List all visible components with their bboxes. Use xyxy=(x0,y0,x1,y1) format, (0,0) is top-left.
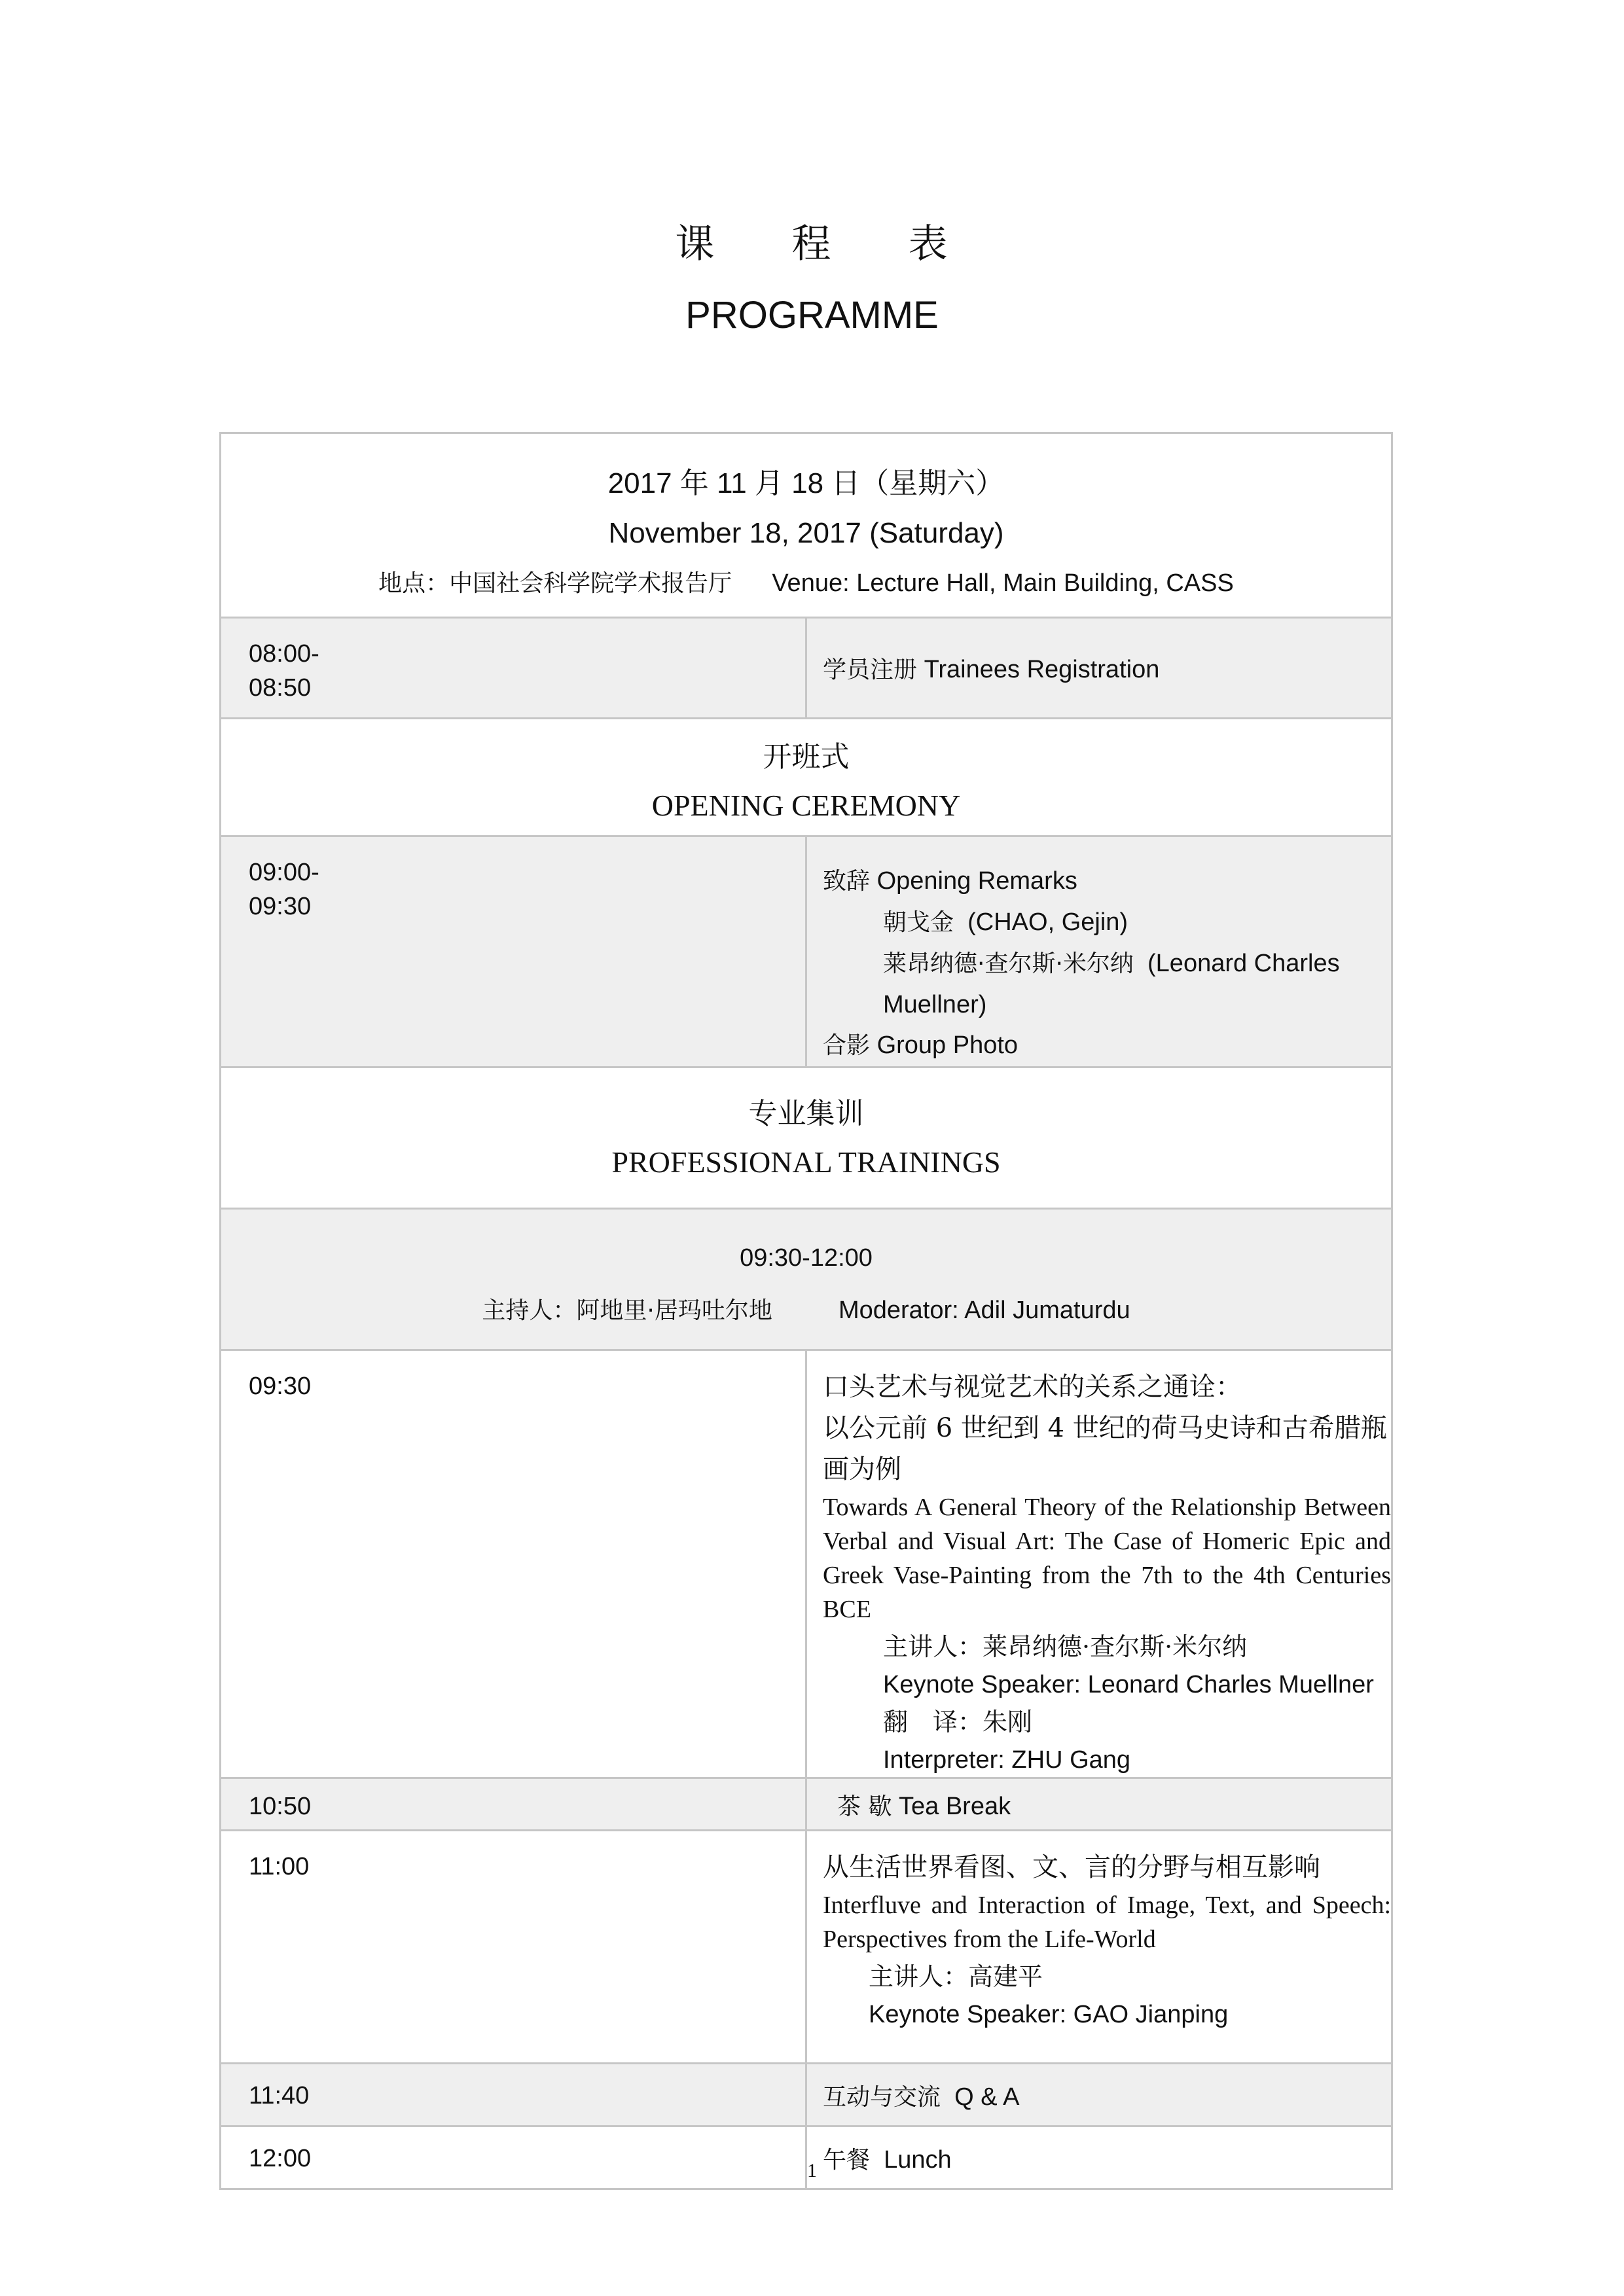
qa-label-chinese: 互动与交流 xyxy=(823,2084,941,2111)
talk-1-title-english: Towards A General Theory of the Relationship Between Verbal and Visual Art: The Case of Homeric Epic and Greek Vase-Painting from the 7th to the 4th Centuries BCE xyxy=(823,1494,1391,1623)
talk-1-speaker-english: Keynote Speaker: Leonard Charles Muellner xyxy=(883,1671,1374,1698)
tea-break-row xyxy=(221,1778,1392,1831)
lunch-time: 12:00 xyxy=(221,2126,806,2189)
talk-1-row xyxy=(221,1350,1392,1778)
talk-2-title-english: Interfluve and Interaction of Image, Text, and Speech: Perspectives from the Life-World xyxy=(823,1892,1391,1953)
opening-section-row xyxy=(221,719,1392,836)
qa-row xyxy=(221,2064,1392,2126)
lunch-label-english: Lunch xyxy=(884,2146,952,2174)
opening-speaker-1: 朝戈金 (CHAO, Gejin) xyxy=(883,908,1128,936)
page-title-english: PROGRAMME xyxy=(685,294,939,336)
session-time: 09:30-12:00 xyxy=(740,1244,873,1272)
page-title-chinese: 课 程 表 xyxy=(675,221,949,267)
opening-time-start: 09:00- xyxy=(249,859,319,886)
opening-remarks: 致辞 Opening Remarks xyxy=(823,867,1077,895)
registration-row xyxy=(221,618,1392,719)
opening-section-title-english: OPENING CEREMONY xyxy=(651,789,961,822)
talk-2-time: 11:00 xyxy=(221,1831,806,2064)
talk-2-title-chinese: 从生活世界看图、文、言的分野与相互影响 xyxy=(823,1852,1320,1882)
qa-time: 11:40 xyxy=(221,2064,806,2126)
date-english: November 18, 2017 (Saturday) xyxy=(608,517,1004,549)
session-info-row xyxy=(221,1209,1392,1350)
registration-label-english: Trainees Registration xyxy=(924,656,1160,683)
tea-break-time: 10:50 xyxy=(221,1778,806,1831)
venue-chinese: 地点：中国社会科学院学术报告厅 xyxy=(378,570,732,597)
session-moderator: 主持人：阿地里·居玛吐尔地 Moderator: Adil Jumaturdu xyxy=(482,1297,1130,1324)
registration-time-end: 08:50 xyxy=(249,674,312,702)
training-section-title-chinese: 专业集训 xyxy=(748,1097,864,1130)
tea-break-label-chinese: 茶 歇 xyxy=(837,1793,892,1820)
registration-time-start: 08:00- xyxy=(249,640,319,668)
programme-table xyxy=(219,432,1393,2190)
opening-remarks-row xyxy=(221,836,1392,1067)
venue-line xyxy=(222,558,1390,609)
opening-time-end: 09:30 xyxy=(249,893,312,920)
talk-1-title-chinese-2: 以公元前 6 世纪到 4 世纪的荷马史诗和古希腊瓶画为例 xyxy=(823,1413,1387,1484)
talk-1-speaker-chinese: 主讲人：莱昂纳德·查尔斯·米尔纳 xyxy=(883,1632,1248,1661)
talk-1-interpreter-chinese: 翻 译：朱刚 xyxy=(883,1708,1033,1736)
registration-label-chinese: 学员注册 xyxy=(823,656,918,683)
venue-english: Venue: Lecture Hall, Main Building, CASS xyxy=(772,569,1234,597)
lunch-label-chinese: 午餐 xyxy=(823,2147,871,2174)
training-section-title-english: PROFESSIONAL TRAININGS xyxy=(611,1145,1001,1179)
talk-1-interpreter-english: Interpreter: ZHU Gang xyxy=(883,1746,1131,1774)
tea-break-label-english: Tea Break xyxy=(899,1793,1011,1820)
talk-2-speaker-english: Keynote Speaker: GAO Jianping xyxy=(869,2001,1229,2028)
talk-2-row xyxy=(221,1831,1392,2064)
opening-section-title-chinese: 开班式 xyxy=(763,740,850,774)
date-header-row xyxy=(221,433,1392,618)
date-chinese: 2017 年 11 月 18 日（星期六） xyxy=(607,467,1005,499)
qa-label-english: Q & A xyxy=(954,2083,1020,2111)
training-section-row xyxy=(221,1067,1392,1209)
talk-2-speaker-chinese: 主讲人：高建平 xyxy=(869,1962,1043,1991)
talk-1-time: 09:30 xyxy=(221,1350,806,1778)
opening-speaker-2: 莱昂纳德·查尔斯·米尔纳 (Leonard Charles Muellner) xyxy=(883,950,1340,1018)
page-number: 1 xyxy=(807,2160,817,2181)
talk-1-title-chinese-1: 口头艺术与视觉艺术的关系之通诠： xyxy=(823,1372,1242,1402)
group-photo: 合影 Group Photo xyxy=(823,1031,1019,1059)
